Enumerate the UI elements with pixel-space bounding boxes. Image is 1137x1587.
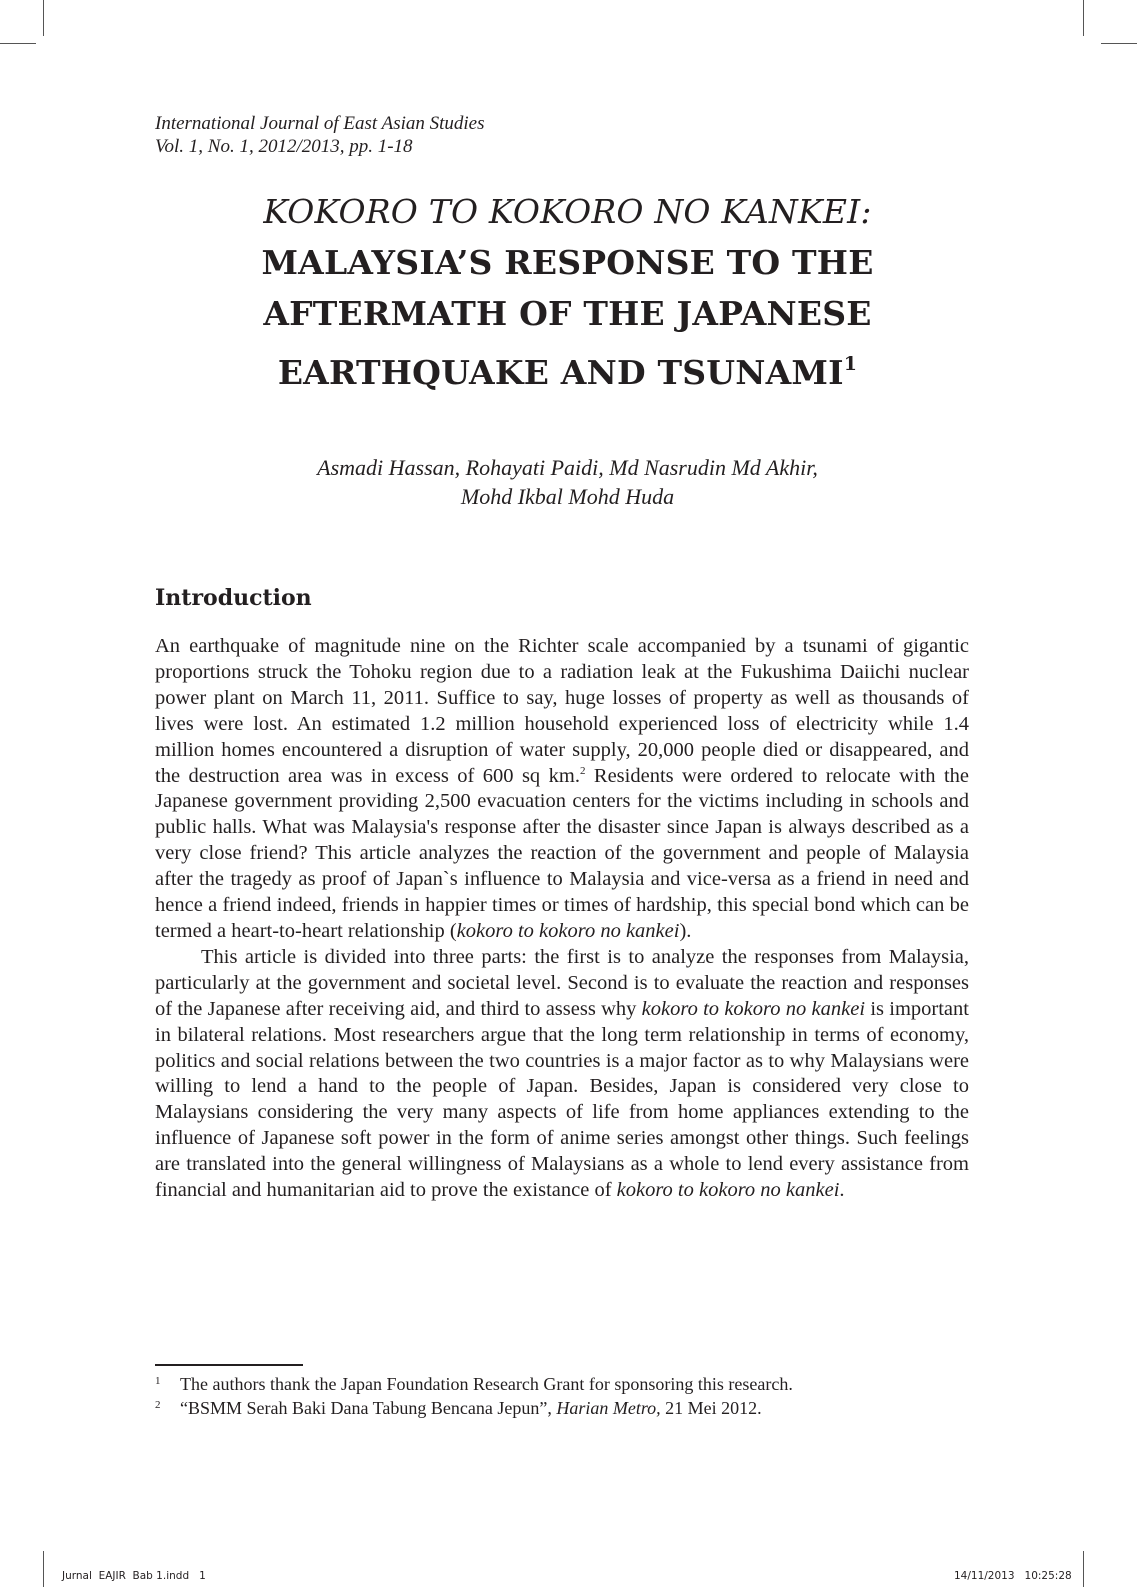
title-line-4 — [150, 339, 985, 398]
paragraph-2-part-3: . — [839, 1179, 845, 1202]
journal-header — [155, 112, 485, 158]
slug-filename: Jurnal EAJIR Bab 1.indd 1 — [62, 1570, 206, 1582]
footnote-1 — [155, 1372, 969, 1396]
footnote-divider — [155, 1364, 303, 1366]
journal-issue: Vol. 1, No. 1, 2012/2013, pp. 1-18 — [155, 136, 413, 157]
footnote-2 — [155, 1396, 969, 1420]
footnote-2-italic: Harian Metro, — [556, 1398, 661, 1418]
authors-line-2: Mohd Ikbal Mohd Huda — [460, 484, 675, 509]
slug-timestamp: 14/11/2013 10:25:28 — [954, 1570, 1072, 1582]
paragraph-2-part-2: is important in bilateral relations. Most researchers argue that the long term relationship in terms of economy, politics and social relations between the two countries is a major factor as to why Malaysians were willing to lend a hand to the people of Japan. Besides, Japan is considered very close to Malaysians considering the very many aspects of life from home appliances extending to the influence of Japanese soft power in the form of anime series amongst other things. Such feelings are translated into the general willingness of Malaysians as a whole to lend every assistance from financial and humanitarian aid to prove the existance of — [155, 997, 969, 1202]
footnotes — [155, 1372, 969, 1420]
paragraph-2-part-1: This article is divided into three parts: the first is to analyze the responses from Malaysia, particularly at the government and societal level. Second is to evaluate the reaction and responses of the Japanese after receiving aid, and third to assess why — [155, 945, 969, 1020]
title-footnote-ref[interactable]: 1 — [843, 353, 858, 375]
title-line-2: MALAYSIA’S RESPONSE TO THE — [261, 243, 874, 282]
paragraph-1-part-2: Residents were ordered to relocate with the Japanese government providing 2,500 evacuation centers for the victims including in schools and public halls. What was Malaysia's response after the disaster since Japan is always described as a very close friend? This article analyzes the reaction of the government and people of Malaysia after the tragedy as proof of Japan`s influence to Malaysia and vice-versa as a friend in need and hence a friend indeed, friends in happier times or times of hardship, this special bond which can be termed a heart-to-heart relationship ( — [155, 764, 969, 942]
paragraph-2-italic-2: kokoro to kokoro no kankei — [616, 1179, 840, 1202]
title-line-3: AFTERMATH OF THE JAPANESE — [263, 294, 872, 333]
title-line-1: KOKORO TO KOKORO NO KANKEI: — [263, 192, 872, 231]
title-line-4-text: EARTHQUAKE AND TSUNAMI — [277, 353, 844, 392]
paragraph-1-part-3: ). — [679, 919, 692, 942]
paragraph-1-italic: kokoro to kokoro no kankei — [456, 919, 680, 942]
footnote-number: 1 — [155, 1375, 161, 1387]
crop-mark-top-right-h — [1101, 43, 1137, 44]
article-title — [150, 186, 985, 398]
author-list — [150, 453, 985, 511]
footnote-2-text: “BSMM Serah Baki Dana Tabung Bencana Jepun”, — [180, 1398, 557, 1418]
crop-mark-top-left-h — [0, 43, 36, 44]
footnote-number: 2 — [155, 1399, 161, 1411]
paragraph-2 — [155, 945, 969, 1204]
body-text — [155, 634, 969, 1204]
crop-mark-top-right — [1083, 0, 1084, 36]
crop-mark-bottom-left — [43, 1551, 44, 1587]
paragraph-1 — [155, 634, 969, 945]
paragraph-1-part-1: An earthquake of magnitude nine on the Richter scale accompanied by a tsunami of gigantic proportions struck the Tohoku region due to a radiation leak at the Fukushima Daiichi nuclear power plant on March 11, 2011. Suffice to say, huge losses of property as well as thousands of lives were lost. An estimated 1.2 million household experienced loss of electricity while 1.4 million homes encountered a disruption of water supply, 20,000 people died or disappeared, and the destruction area was in excess of 600 sq km. — [155, 635, 969, 787]
authors-line-1: Asmadi Hassan, Rohayati Paidi, Md Nasrudin Md Akhir, — [317, 455, 818, 480]
footnote-ref-2[interactable]: 2 — [579, 764, 586, 777]
paragraph-2-italic-1: kokoro to kokoro no kankei — [641, 997, 866, 1020]
footnote-text — [180, 1396, 762, 1420]
journal-name: International Journal of East Asian Studies — [155, 113, 485, 134]
footnote-text: The authors thank the Japan Foundation Research Grant for sponsoring this research. — [180, 1374, 793, 1394]
footnote-2-tail: 21 Mei 2012. — [660, 1398, 762, 1418]
section-heading: Introduction — [155, 585, 312, 611]
crop-mark-bottom-right — [1083, 1551, 1084, 1587]
crop-mark-top-left — [43, 0, 44, 36]
